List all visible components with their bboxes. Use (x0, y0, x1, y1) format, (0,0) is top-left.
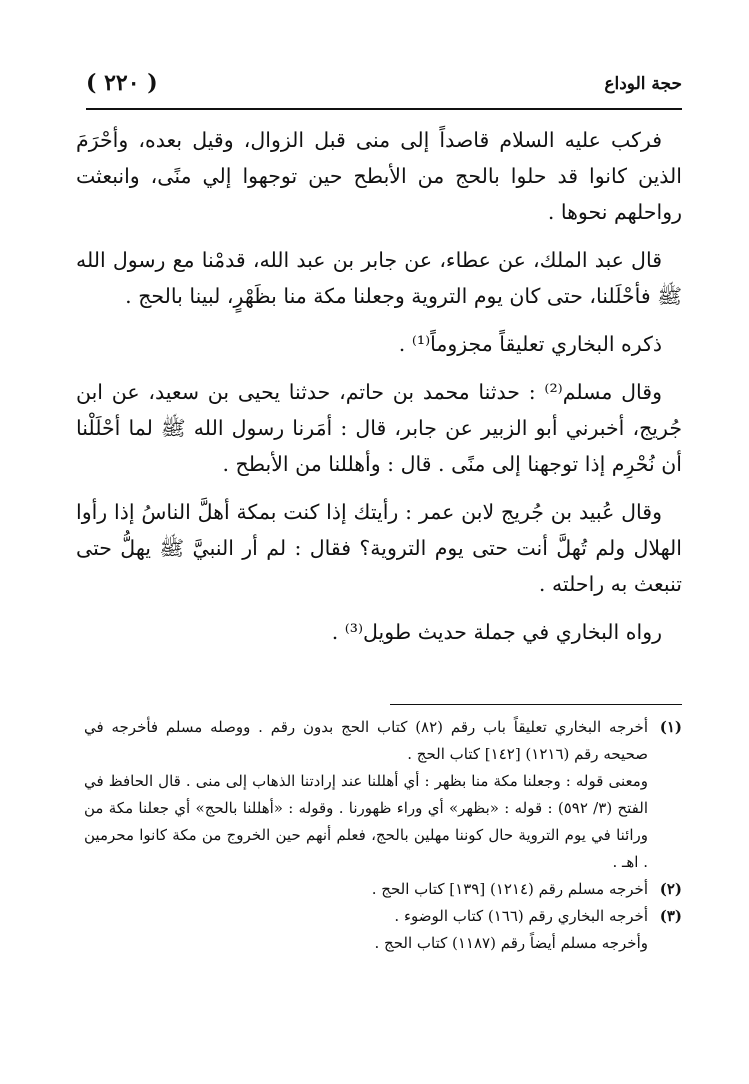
paragraph-1: فركب عليه السلام قاصداً إلى منى قبل الزوال، وقيل بعده، وأحْرَمَ الذين كانوا قد حلوا بالحج من الأبطح حين توجهوا إلي منًى، وانبعثت رواحلهم نحوها . (76, 128, 682, 224)
paragraph-2: قال عبد الملك، عن عطاء، عن جابر بن عبد الله، قدمْنا مع رسول الله ﷺ فأحْلَلنا، حتى كان يوم التروية وجعلنا مكة منا بظَهْرٍ، لبينا بالحج . (76, 248, 682, 308)
page-number: ( ٢٢٠ ) (86, 70, 158, 96)
running-title: حجة الوداع (604, 74, 682, 94)
footnote-text: أخرجه البخاري تعليقاً باب رقم (٨٢) كتاب الحج بدون رقم . ووصله مسلم فأخرجه في صحيحه رقم (١٢١٦) [١٤٢] كتاب الحج . (84, 718, 648, 763)
footnote-number: (٣) (659, 907, 682, 925)
footnote-number: (١) (659, 718, 682, 736)
footnote-3 (84, 903, 682, 957)
footnote-divider (390, 704, 682, 705)
footnote-2 (84, 876, 682, 903)
paragraph-4: وقال مسلم⁽²⁾ : حدثنا محمد بن حاتم، حدثنا يحيى بن سعيد، عن ابن جُريج، أخبرني أبو الزبير عن جابر، قال : أمَرنا رسول الله ﷺ لما أحْلَلْنا أن نُحْرِم إذا توجهنا إلى منًى . قال : وأهللنا من الأبطح . (76, 380, 682, 476)
footnote-text: أخرجه مسلم رقم (١٢١٤) [١٣٩] كتاب الحج . (371, 880, 648, 898)
main-text (76, 122, 682, 662)
footnote-1 (84, 714, 682, 876)
footnotes (84, 714, 682, 957)
footnote-number: (٢) (659, 880, 682, 898)
footnote-text-continued: ومعنى قوله : وجعلنا مكة منا بظهر : أي أهللنا عند إرادتنا الذهاب إلى منى . قال الحافظ في الفتح (٣/ ٥٩٢) : قوله : «بظهر» أي وراء ظهورنا . وقوله : «أهللنا بالحج» أي جعلنا مكة من ورائنا في يوم التروية حال كوننا مهلين بالحج، فعلم أنهم حين الخروج من مكة كانوا محرمين . اهـ . (84, 772, 649, 871)
header-divider (86, 108, 682, 110)
page-header (86, 70, 682, 110)
paragraph-3: ذكره البخاري تعليقاً مجزوماً⁽¹⁾ . (398, 332, 662, 356)
footnote-text: أخرجه البخاري رقم (١٦٦) كتاب الوضوء . (394, 907, 648, 925)
paragraph-5: وقال عُبيد بن جُريج لابن عمر : رأيتك إذا كنت بمكة أهلَّ الناسُ إذا رأوا الهلال ولم تُهلَّ أنت حتى يوم التروية؟ فقال : لم أر النبيَّ ﷺ يهلُّ حتى تنبعث به راحلته . (76, 500, 682, 596)
footnote-text-continued: وأخرجه مسلم أيضاً رقم (١١٨٧) كتاب الحج . (374, 934, 648, 952)
paragraph-6: رواه البخاري في جملة حديث طويل⁽³⁾ . (331, 620, 662, 644)
